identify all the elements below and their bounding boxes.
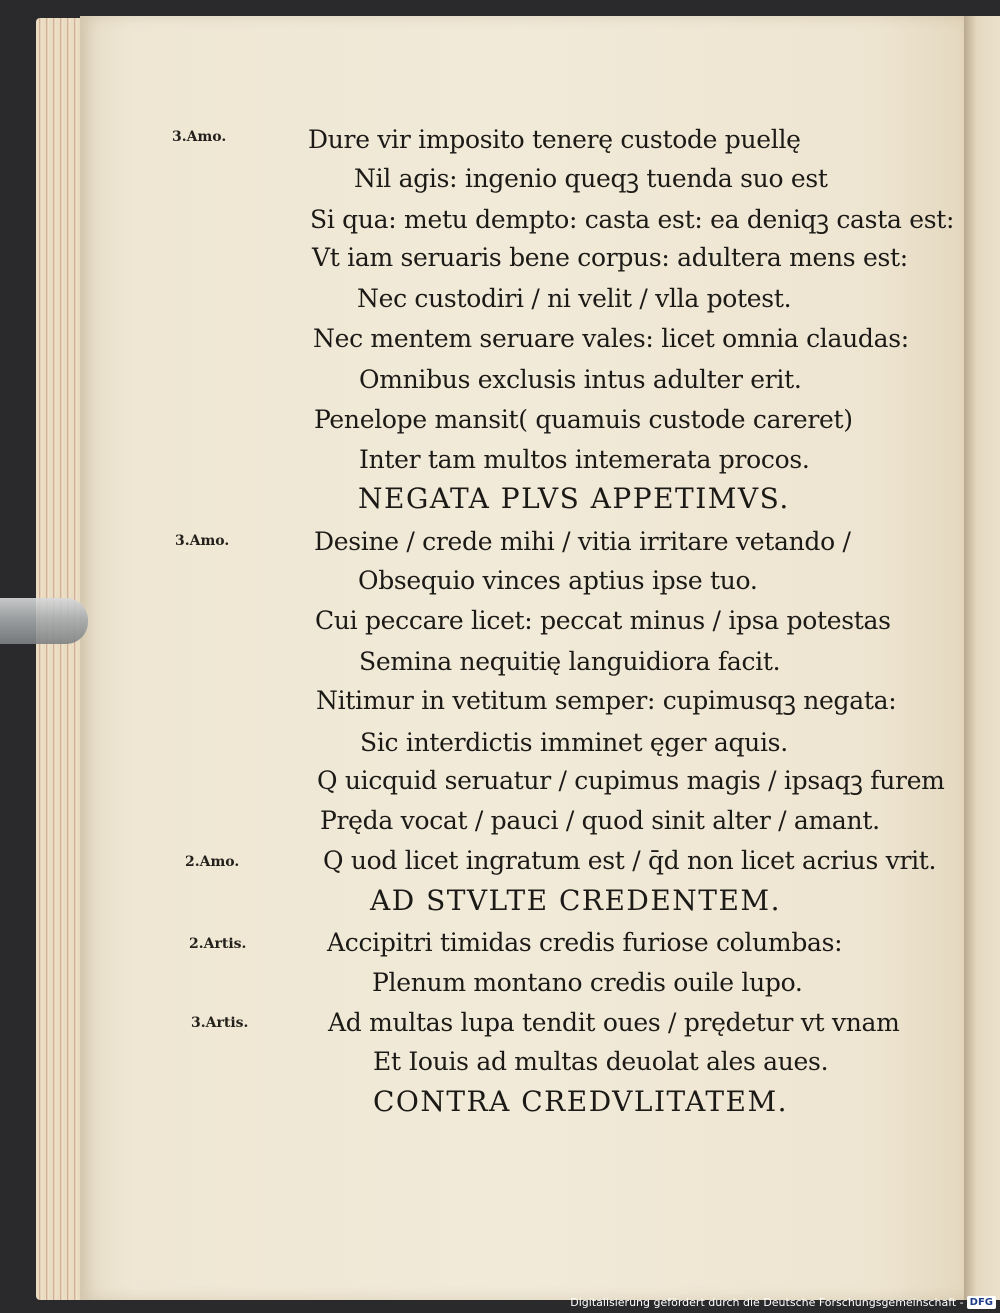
verse-line: Nec mentem seruare vales: licet omnia claudas: [313,324,909,353]
verse-line: Dure vir imposito tenerę custode puellę [308,125,801,154]
dfg-logo-icon: DFG [967,1296,996,1309]
verse-line: Omnibus exclusis intus adulter erit. [359,365,802,394]
verse-line: Inter tam multos intemerata procos. [359,445,810,474]
verse-line: Ad multas lupa tendit oues / prędetur vt vnam [328,1008,900,1037]
section-heading: AD STVLTE CREDENTEM. [370,884,781,917]
verse-line: Nil agis: ingenio queqꝫ tuenda suo est [354,164,828,193]
footer [570,1293,996,1311]
verse-line: Desine / crede mihi / vitia irritare vetando / [314,527,851,556]
margin-note: 3.Amo. [175,533,230,549]
verse-line: Accipitri timidas credis furiose columbas: [327,928,843,957]
verse-line: Vt iam seruaris bene corpus: adultera mens est: [312,243,908,272]
verse-line: Et Iouis ad multas deuolat ales aues. [373,1047,829,1076]
verse-line: Semina nequitię languidiora facit. [359,647,781,676]
verse-line: Cui peccare licet: peccat minus / ipsa potestas [315,606,891,635]
verse-line: Pręda vocat / pauci / quod sinit alter / amant. [320,806,880,835]
verse-line: Si qua: metu dempto: casta est: ea deniqꝫ casta est: [310,205,955,234]
section-heading: NEGATA PLVS APPETIMVS. [358,482,790,515]
verse-line: Q uicquid seruatur / cupimus magis / ipsaqꝫ furem [317,766,945,795]
margin-note: 2.Artis. [189,936,247,952]
verse-line: Nec custodiri / ni velit / vlla potest. [357,284,792,313]
verse-line: Nitimur in vetitum semper: cupimusqꝫ negata: [316,686,897,715]
footer-credit: Digitalisierung gefördert durch die Deutsche Forschungsgemeinschaft - [570,1295,964,1309]
margin-note: 2.Amo. [185,854,240,870]
verse-line: Q uod licet ingratum est / q̄d non licet acrius vrit. [323,846,937,875]
margin-note: 3.Amo. [172,129,227,145]
verse-line: Sic interdictis imminet ęger aquis. [360,728,788,757]
verse-line: Plenum montano credis ouile lupo. [372,968,803,997]
verse-line: Obsequio vinces aptius ipse tuo. [358,566,758,595]
margin-note: 3.Artis. [191,1015,249,1031]
verse-line: Penelope mansit( quamuis custode careret) [314,405,853,434]
section-heading: CONTRA CREDVLITATEM. [373,1085,789,1118]
